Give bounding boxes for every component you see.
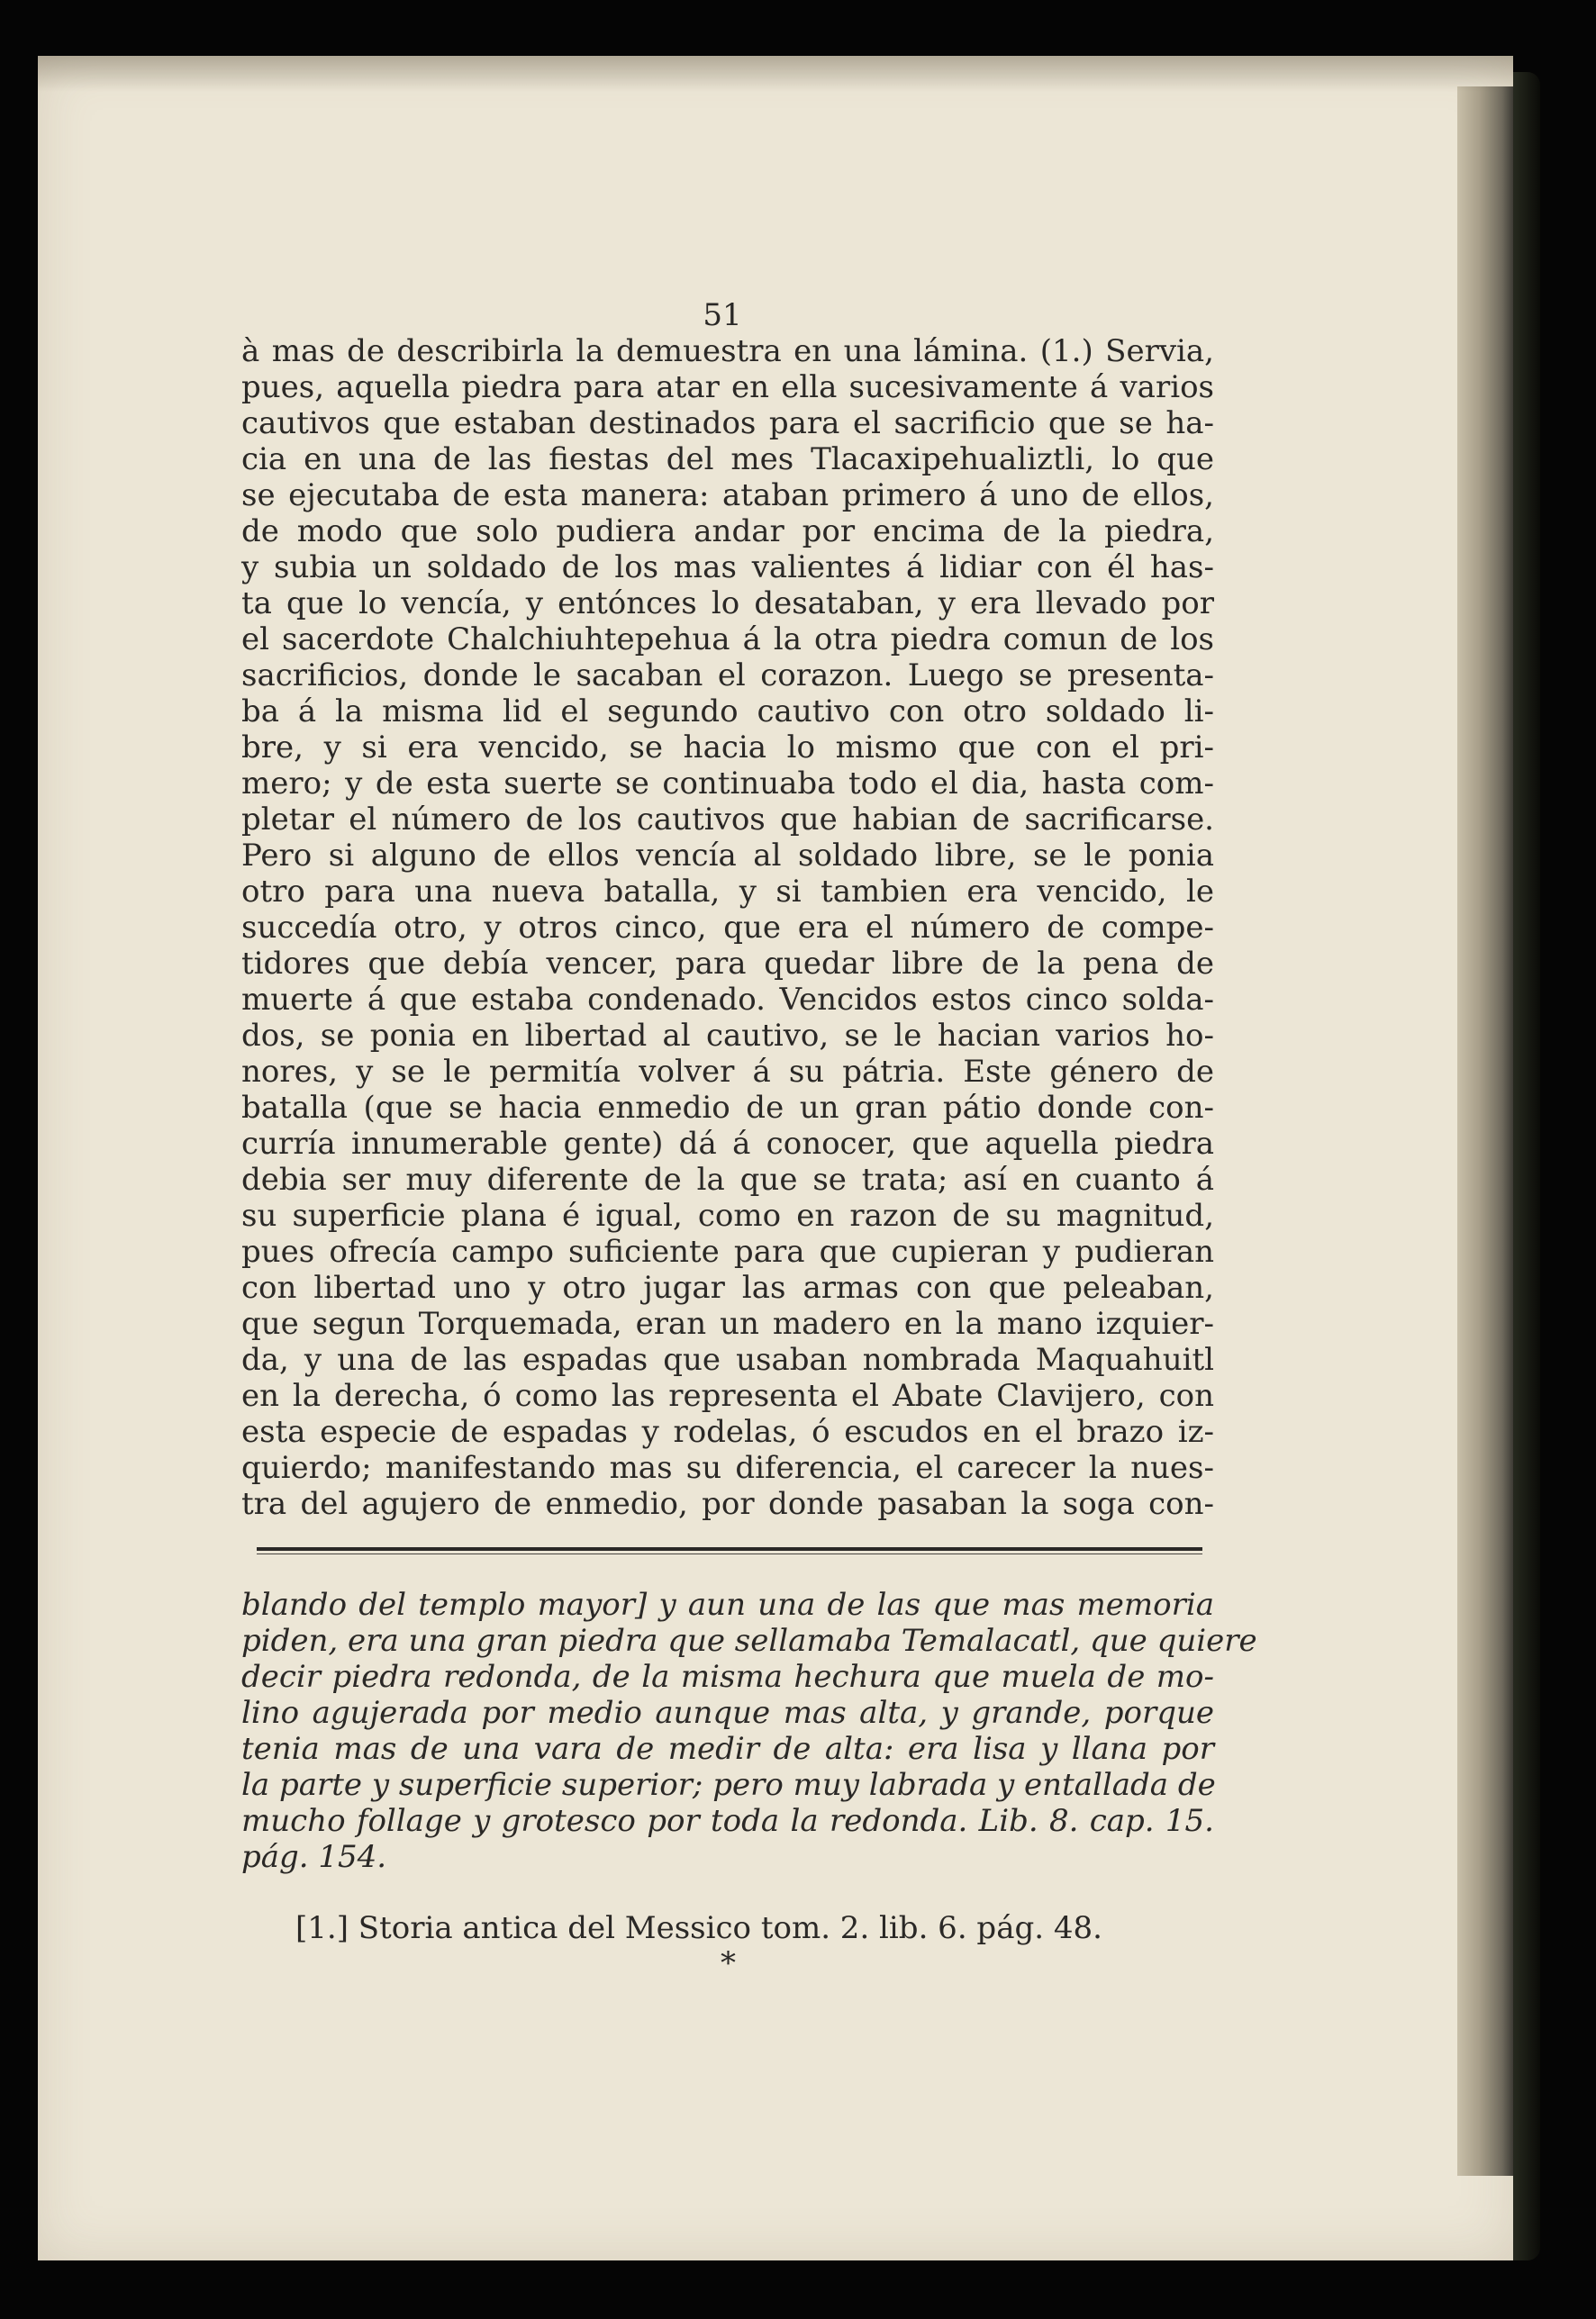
body-line: y subia un soldado de los mas valientes á lidiar con él has- xyxy=(241,549,1214,585)
body-line: quierdo; manifestando mas su diferencia, el carecer la nues- xyxy=(241,1450,1214,1486)
footnote-line: mucho follage y grotesco por toda la redonda. Lib. 8. cap. 15. xyxy=(241,1803,1214,1839)
footnote-line: piden, era una gran piedra que sellamaba Temalacatl, que quiere xyxy=(241,1623,1257,1659)
footnote-rule xyxy=(257,1547,1202,1551)
body-line: succedía otro, y otros cinco, que era el número de compe- xyxy=(241,910,1214,946)
body-line: ta que lo vencía, y entónces lo desataban, y era llevado por xyxy=(241,585,1214,621)
body-line: tra del agujero de enmedio, por donde pasaban la soga con- xyxy=(241,1486,1214,1522)
body-line: cautivos que estaban destinados para el sacrificio que se ha- xyxy=(241,405,1214,441)
footnote-line: la parte y superficie superior; pero muy labrada y entallada de xyxy=(241,1767,1216,1803)
body-line: pues, aquella piedra para atar en ella sucesivamente á varios xyxy=(241,369,1214,405)
body-line: curría innumerable gente) dá á conocer, que aquella piedra xyxy=(241,1126,1214,1162)
body-line: el sacerdote Chalchiuhtepehua á la otra piedra comun de los xyxy=(241,621,1214,657)
footnote-line: lino agujerada por medio aunque mas alta, y grande, porque xyxy=(241,1695,1214,1731)
body-line: pletar el número de los cautivos que habian de sacrificarse. xyxy=(241,802,1214,838)
footnote-line: decir piedra redonda, de la misma hechura que muela de mo- xyxy=(241,1659,1214,1695)
body-line: cia en una de las fiestas del mes Tlacaxipehualiztli, lo que xyxy=(241,441,1214,477)
body-line: su superficie plana é igual, como en razon de su magnitud, xyxy=(241,1198,1214,1234)
body-line: esta especie de espadas y rodelas, ó escudos en el brazo iz- xyxy=(241,1414,1214,1450)
body-line: Pero si alguno de ellos vencía al soldado libre, se le ponia xyxy=(241,838,1214,874)
footnote-line: pág. 154. xyxy=(241,1839,387,1875)
body-line: pues ofrecía campo suficiente para que cupieran y pudieran xyxy=(241,1234,1214,1270)
body-line: tidores que debía vencer, para quedar libre de la pena de xyxy=(241,946,1214,982)
body-line: ba á la misma lid el segundo cautivo con otro soldado li- xyxy=(241,693,1214,729)
body-line: nores, y se le permitía volver á su pátria. Este género de xyxy=(241,1054,1214,1090)
signature-mark: * xyxy=(721,1945,736,1981)
body-line: de modo que solo pudiera andar por encima de la piedra, xyxy=(241,513,1214,549)
body-line: sacrificios, donde le sacaban el corazon. Luego se presenta- xyxy=(241,657,1214,693)
footnote-line: tenia mas de una vara de medir de alta: era lisa y llana por xyxy=(241,1731,1214,1767)
body-line: en la derecha, ó como las representa el Abate Clavijero, con xyxy=(241,1378,1214,1414)
body-line: muerte á que estaba condenado. Vencidos estos cinco solda- xyxy=(241,982,1214,1018)
body-line: se ejecutaba de esta manera: ataban primero á uno de ellos, xyxy=(241,477,1214,513)
page-top-shadow xyxy=(38,56,1513,92)
body-line: da, y una de las espadas que usaban nombrada Maquahuitl xyxy=(241,1342,1214,1378)
footnote-line: blando del templo mayor] y aun una de las que mas memoria xyxy=(241,1587,1214,1623)
page-fore-edge xyxy=(1457,86,1513,2176)
body-line: dos, se ponia en libertad al cautivo, se le hacian varios ho- xyxy=(241,1018,1214,1054)
body-line: que segun Torquemada, eran un madero en la mano izquier- xyxy=(241,1306,1214,1342)
citation-line: [1.] Storia antica del Messico tom. 2. lib. 6. pág. 48. xyxy=(295,1910,1102,1946)
page-number: 51 xyxy=(703,297,742,333)
body-line: bre, y si era vencido, se hacia lo mismo que con el pri- xyxy=(241,729,1214,765)
body-line: con libertad uno y otro jugar las armas con que peleaban, xyxy=(241,1270,1214,1306)
body-line: batalla (que se hacia enmedio de un gran pátio donde con- xyxy=(241,1090,1214,1126)
body-line: debia ser muy diferente de la que se trata; así en cuanto á xyxy=(241,1162,1214,1198)
body-line: à mas de describirla la demuestra en una lámina. (1.) Servia, xyxy=(241,333,1214,369)
body-line: mero; y de esta suerte se continuaba todo el dia, hasta com- xyxy=(241,765,1214,802)
body-line: otro para una nueva batalla, y si tambien era vencido, le xyxy=(241,874,1214,910)
